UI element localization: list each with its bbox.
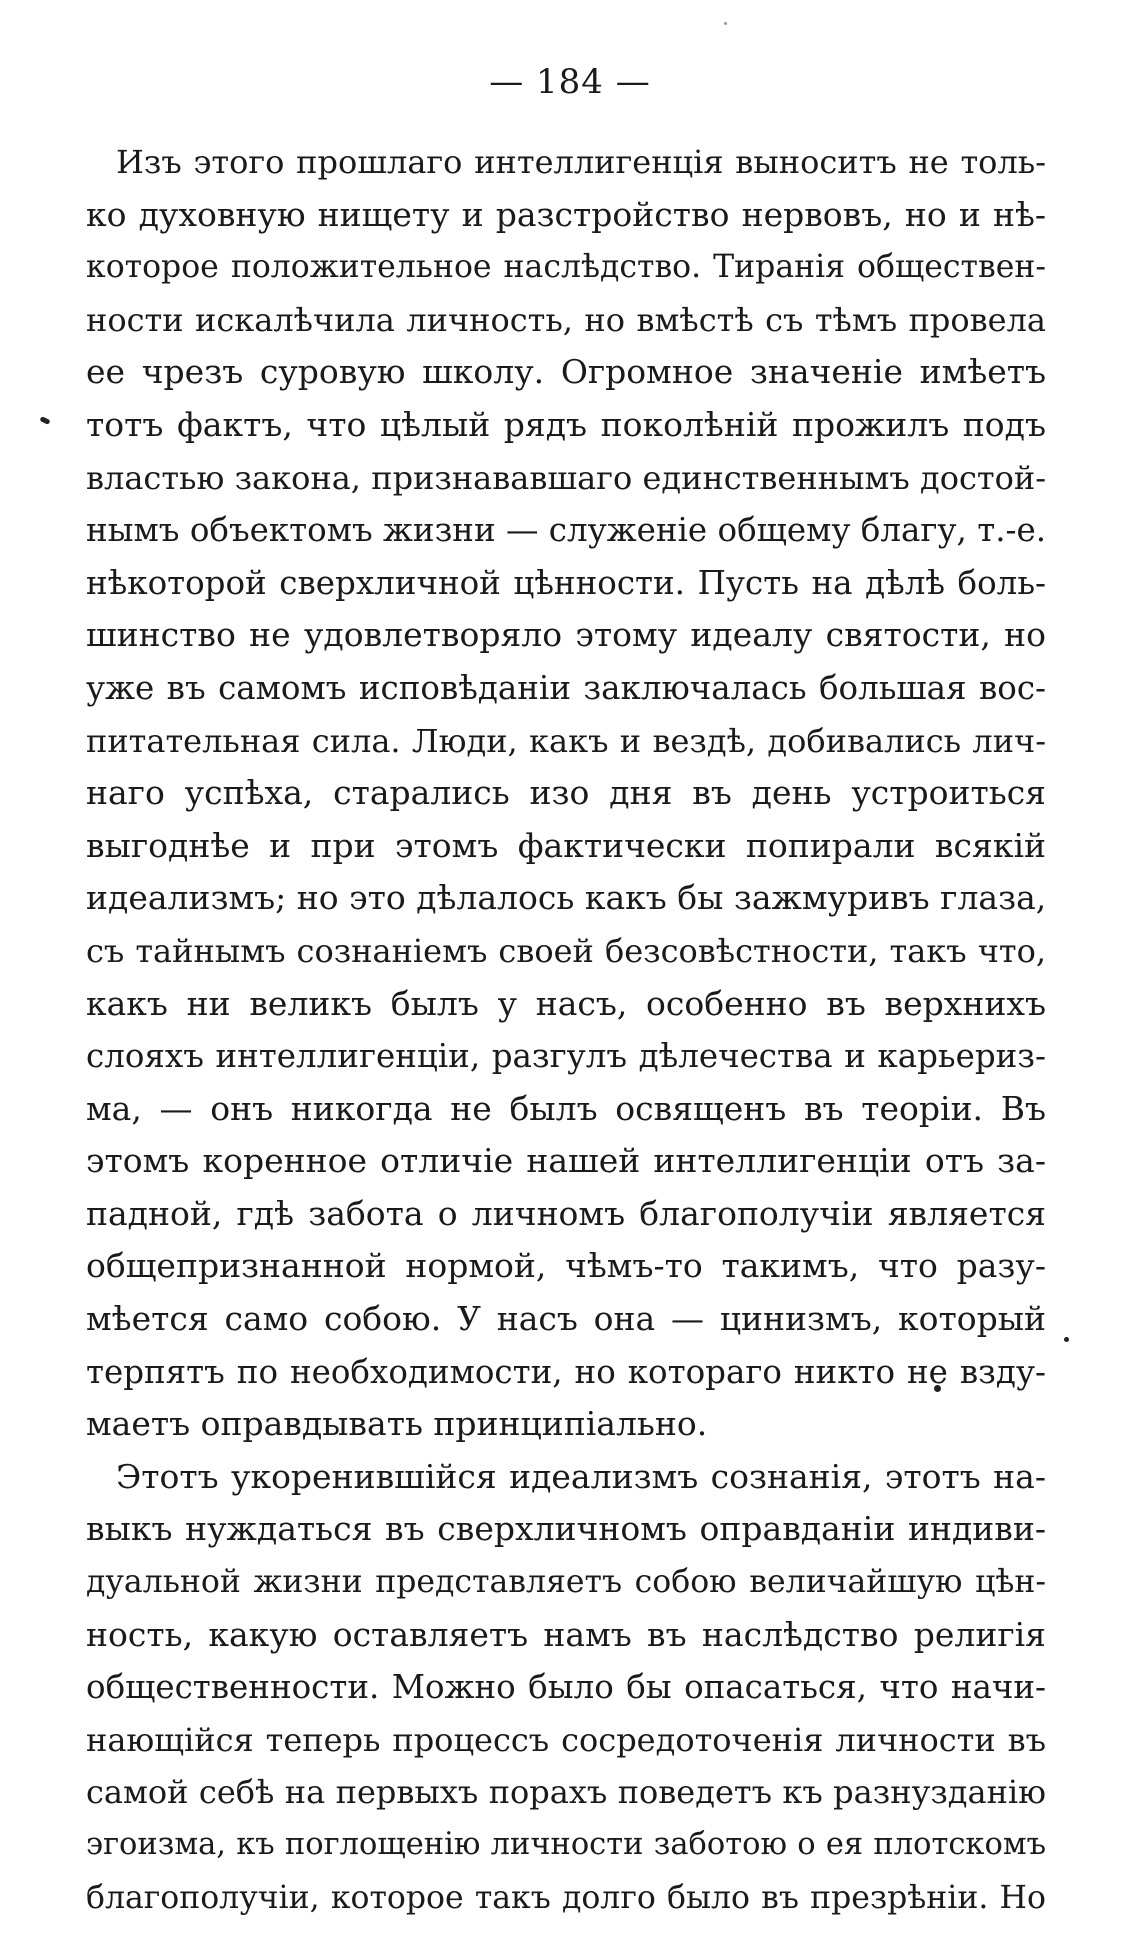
text-line: благополучіи, которое такъ долго было въ презрѣніи. Но — [86, 1879, 1046, 1916]
text-line: властью закона, признававшаго единственнымъ достой- — [86, 458, 1046, 497]
text-line: терпятъ по необходимости, но котораго никто не взду- — [86, 1352, 1046, 1391]
text-line: слояхъ интеллигенціи, разгулъ дѣлечества и карьериз- — [86, 1037, 1046, 1076]
text-line: мѣется само собою. У насъ она — цинизмъ, который — [86, 1299, 1046, 1339]
margin-mark — [39, 416, 50, 425]
paragraph-1 — [86, 136, 1046, 1451]
text-line: эгоизма, къ поглощенію личности заботою о ея плотскомъ — [86, 1827, 1046, 1862]
text-line: шинство не удовлетворяло этому идеалу святости, но — [86, 615, 1046, 655]
page-number: — 184 — — [489, 62, 651, 102]
text-line: общепризнанной нормой, чѣмъ-то такимъ, что разу- — [86, 1246, 1046, 1286]
text-line: ко духовную нищету и разстройство нервовъ, но и нѣ- — [86, 194, 1046, 234]
text-line: самой себѣ на первыхъ порахъ поведетъ къ разнузданію — [86, 1773, 1046, 1812]
text-line: общественности. Можно было бы опасаться, что начи- — [86, 1668, 1046, 1707]
text-line: выкъ нуждаться въ сверхличномъ оправданіи индиви- — [86, 1509, 1046, 1549]
text-line: Этотъ укоренившійся идеализмъ сознанія, этотъ на- — [116, 1456, 1046, 1496]
text-line: ность, какую оставляетъ намъ въ наслѣдство религія — [86, 1614, 1046, 1654]
speck-mark — [724, 22, 727, 25]
text-line: нымъ объектомъ жизни — служеніе общему благу, т.-е. — [86, 511, 1046, 550]
text-line: наго успѣха, старались изо дня въ день устроиться — [86, 773, 1046, 813]
text-line: выгоднѣе и при этомъ фактически попирали всякій — [86, 825, 1046, 865]
text-line: какъ ни великъ былъ у насъ, особенно въ верхнихъ — [86, 983, 1046, 1023]
text-line: ности искалѣчила личность, но вмѣстѣ съ тѣмъ провела — [86, 300, 1046, 339]
text-line: нающійся теперь процессъ сосредоточенія личности въ — [86, 1720, 1046, 1759]
text-line: питательная сила. Люди, какъ и вездѣ, добивались лич- — [86, 721, 1046, 760]
text-line: ее чрезъ суровую школу. Огромное значеніе имѣетъ — [86, 352, 1046, 392]
text-line: которое положительное наслѣдство. Тиранія обществен- — [86, 249, 1046, 286]
text-line: идеализмъ; но это дѣлалось какъ бы зажмуривъ глаза, — [86, 878, 1046, 918]
text-line: маетъ оправдывать принципіально. — [86, 1404, 708, 1444]
text-line: этомъ коренное отличіе нашей интеллигенціи отъ за- — [86, 1141, 1046, 1181]
paragraph-2 — [86, 1451, 1046, 1924]
text-line: съ тайнымъ сознаніемъ своей безсовѣстности, такъ что, — [86, 931, 1046, 970]
text-body — [86, 136, 1046, 1924]
speck-mark — [1064, 1337, 1069, 1342]
text-line: дуальной жизни представляетъ собою величайшую цѣн- — [86, 1564, 1046, 1601]
text-line: тотъ фактъ, что цѣлый рядъ поколѣній прожилъ подъ — [86, 404, 1046, 444]
text-line: уже въ самомъ исповѣданіи заключалась большая вос- — [86, 668, 1046, 707]
text-line: Изъ этого прошлаго интеллигенція выноситъ не толь- — [116, 143, 1046, 181]
text-line: падной, гдѣ забота о личномъ благополучіи является — [86, 1193, 1046, 1233]
text-line: ма, — онъ никогда не былъ освященъ въ теоріи. Въ — [86, 1088, 1046, 1128]
text-line: нѣкоторой сверхличной цѣнности. Пусть на дѣлѣ боль- — [86, 563, 1046, 602]
